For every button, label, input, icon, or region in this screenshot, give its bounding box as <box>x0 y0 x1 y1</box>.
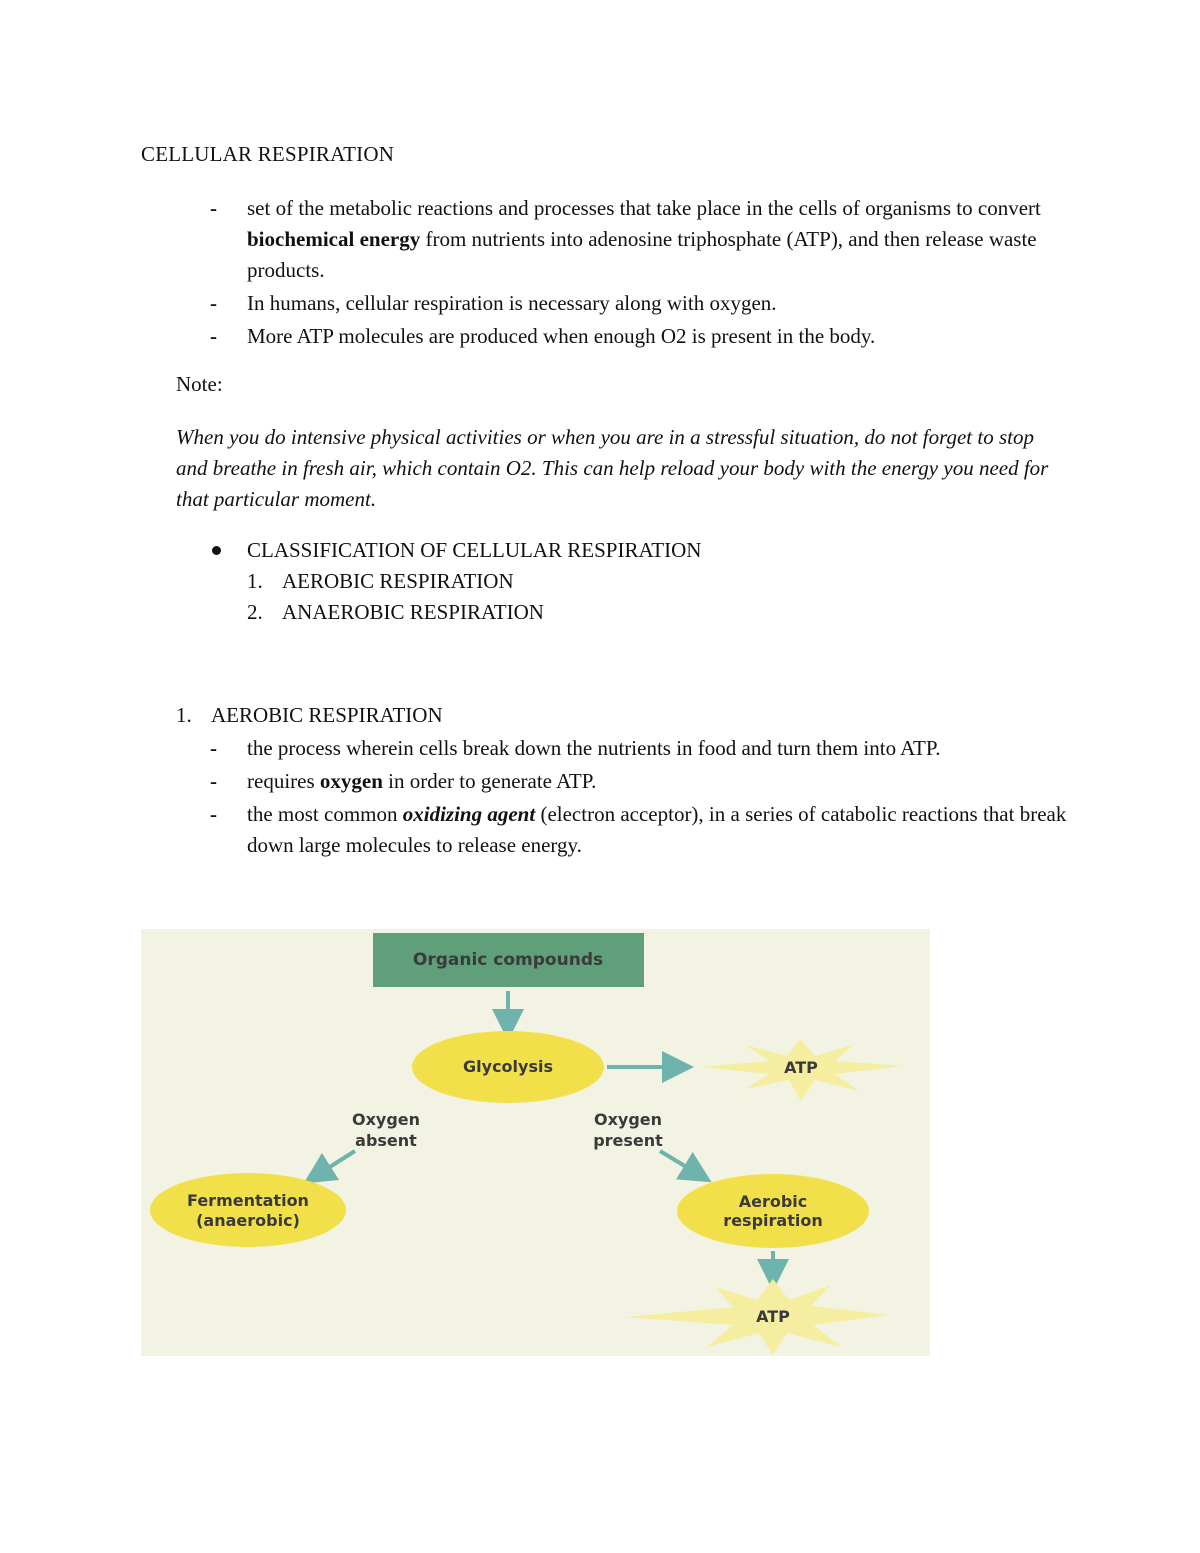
fermentation-oval <box>150 1173 346 1247</box>
dash-marker: - <box>210 736 217 760</box>
atp-bottom-label: ATP <box>756 1307 790 1326</box>
dash-marker: - <box>210 324 217 348</box>
organic-compounds-label: Organic compounds <box>412 950 604 970</box>
bullet-text: requires <box>247 769 320 793</box>
list-item <box>210 193 1070 286</box>
classification-list <box>210 566 1010 628</box>
fermentation-label-line2: (anaerobic) <box>196 1211 300 1230</box>
dash-marker: - <box>210 196 217 220</box>
list-item <box>210 288 1070 319</box>
list-item-label: AEROBIC RESPIRATION <box>282 569 514 593</box>
list-item <box>210 566 1010 597</box>
list-number: 2. <box>247 600 263 624</box>
aerobic-respiration-label-line1: Aerobic <box>738 1192 808 1211</box>
bullet-text: the process wherein cells break down the nutrients in food and turn them into ATP. <box>247 736 941 760</box>
bold-italic-term: oxidizing agent <box>402 802 536 826</box>
note-text: When you do intensive physical activities or when you are in a stressful situation, do not forget to stop and breathe in fresh air, which contain O2. This can help reload your body with the energy you need for that particular moment. <box>176 425 1049 511</box>
list-number: 1. <box>247 569 263 593</box>
classification-heading-row <box>210 535 1010 566</box>
oxygen-present-label-line2: present <box>593 1131 663 1150</box>
bold-term: oxygen <box>319 769 383 793</box>
intro-bullet-list <box>210 193 1070 354</box>
oxygen-absent-label-line1: Oxygen <box>351 1110 421 1129</box>
bullet-text: the most common <box>247 802 403 826</box>
aerobic-bullet-list <box>210 733 1070 863</box>
dash-marker: - <box>210 802 217 826</box>
dash-marker: - <box>210 291 217 315</box>
bullet-dot-icon <box>212 546 221 555</box>
glycolysis-label: Glycolysis <box>463 1057 553 1076</box>
list-item <box>210 597 1010 628</box>
diagram-svg <box>141 929 930 1356</box>
list-item-label: ANAEROBIC RESPIRATION <box>282 600 544 624</box>
bullet-text: (electron acceptor), in a series of catabolic reactions that break down large molecules to release energy. <box>247 802 1067 857</box>
fermentation-label-line1: Fermentation <box>187 1191 309 1210</box>
oxygen-present-label-line1: Oxygen <box>593 1110 663 1129</box>
aerobic-respiration-label-line2: respiration <box>723 1211 823 1230</box>
list-item <box>210 321 1070 352</box>
dash-marker: - <box>210 769 217 793</box>
respiration-diagram <box>141 929 930 1356</box>
bullet-text: in order to generate ATP. <box>382 769 597 793</box>
bullet-text: More ATP molecules are produced when enough O2 is present in the body. <box>247 324 876 348</box>
section-number: 1. <box>176 703 192 727</box>
bullet-text: In humans, cellular respiration is necessary along with oxygen. <box>247 291 777 315</box>
section-title: AEROBIC RESPIRATION <box>211 703 443 727</box>
classification-section <box>210 535 1010 628</box>
page-title: CELLULAR RESPIRATION <box>141 142 395 166</box>
bold-term: biochemical energy <box>247 227 421 251</box>
atp-top-label: ATP <box>784 1058 818 1077</box>
list-item <box>210 766 1070 797</box>
oxygen-absent-label-line2: absent <box>355 1131 417 1150</box>
bullet-text: from nutrients into adenosine triphosphate (ATP), and then release waste products. <box>247 227 1037 282</box>
aerobic-section-heading <box>176 700 443 731</box>
note-label: Note: <box>176 372 223 396</box>
list-item <box>210 733 1070 764</box>
arrow-to-aerobic <box>660 1151 698 1174</box>
arrow-to-fermentation <box>317 1151 355 1175</box>
list-item <box>210 799 1070 861</box>
bullet-text: set of the metabolic reactions and processes that take place in the cells of organisms to convert <box>247 196 1041 220</box>
classification-heading: CLASSIFICATION OF CELLULAR RESPIRATION <box>247 538 702 562</box>
